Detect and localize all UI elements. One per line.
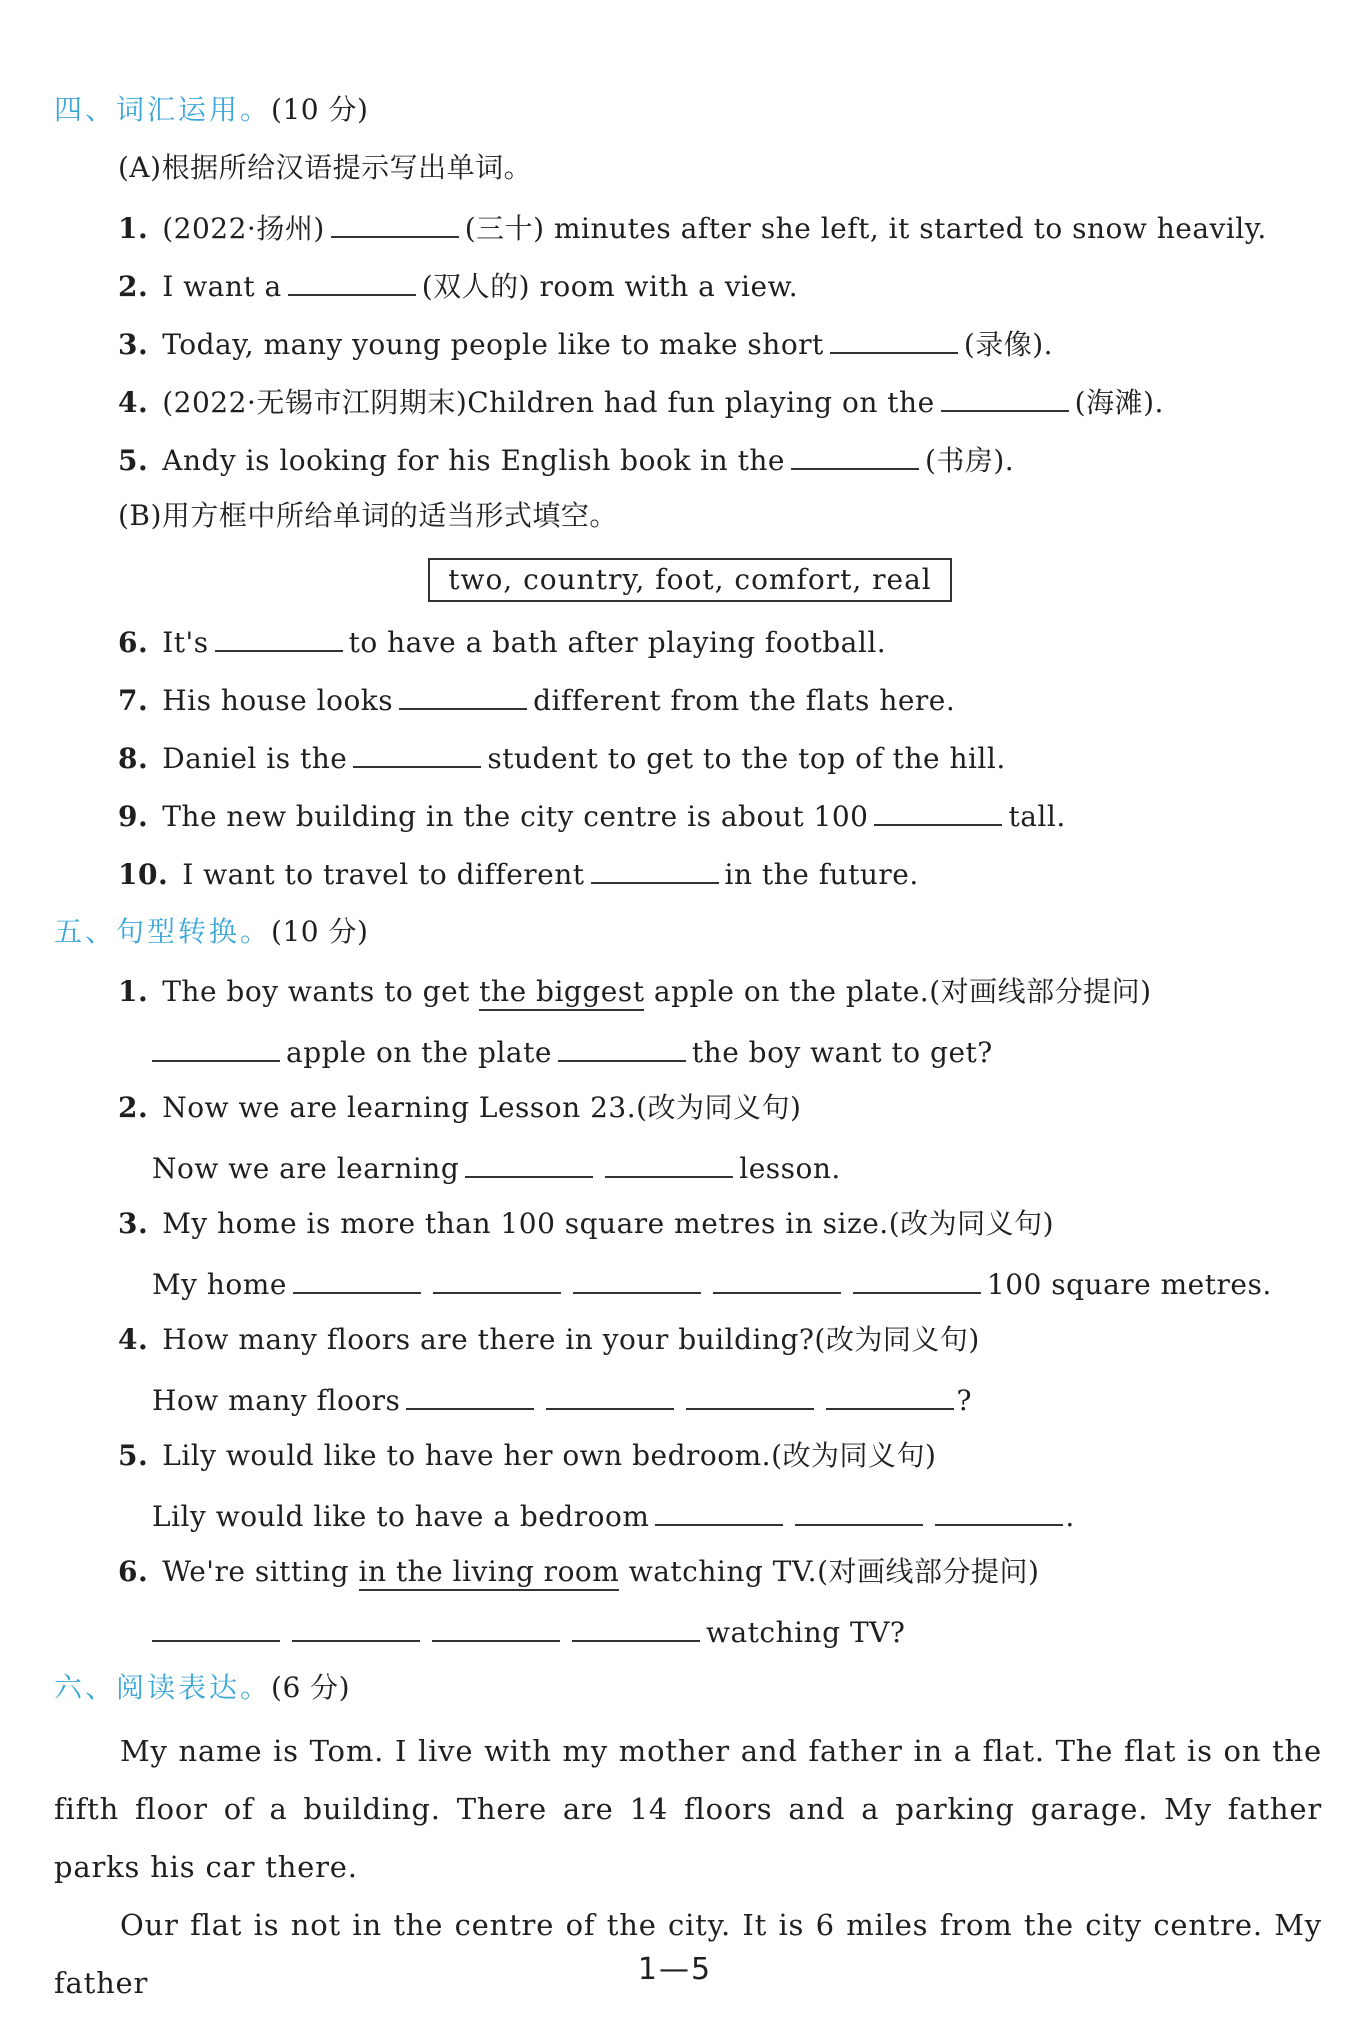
answer-blank[interactable]	[874, 794, 1002, 826]
answer-blank[interactable]	[572, 1610, 700, 1642]
question-4a-3: 3. Today, many young people like to make short (录像).	[118, 322, 1053, 365]
question-4b-6: 6. It's to have a bath after playing football.	[118, 620, 886, 663]
question-4b-9: 9. The new building in the city centre is about 100 tall.	[118, 794, 1066, 837]
answer-5-5: Lily would like to have a bedroom .	[152, 1494, 1075, 1537]
section5-title: 五、句型转换。	[54, 915, 272, 948]
answer-blank[interactable]	[573, 1262, 701, 1294]
section6-points: (6 分)	[271, 1671, 351, 1704]
section4-heading	[54, 90, 368, 130]
question-4b-10: 10. I want to travel to different in the future.	[118, 852, 919, 895]
question-5-3: 3. My home is more than 100 square metres in size.(改为同义句)	[118, 1207, 1055, 1240]
question-5-1: 1. The boy wants to get the biggest apple on the plate.(对画线部分提问)	[118, 972, 1152, 1012]
answer-blank[interactable]	[941, 380, 1069, 412]
answer-5-3: My home 100 square metres.	[152, 1262, 1272, 1305]
page-number: 1—5	[637, 1952, 713, 1987]
section4-points: (10 分)	[271, 93, 369, 126]
question-4b-8: 8. Daniel is the student to get to the top of the hill.	[118, 736, 1006, 779]
answer-blank[interactable]	[591, 852, 719, 884]
question-4a-4: 4. (2022·无锡市江阴期末)Children had fun playing on the (海滩).	[118, 380, 1164, 423]
underlined-phrase: in the living room	[359, 1555, 620, 1591]
answer-blank[interactable]	[935, 1494, 1063, 1526]
answer-blank[interactable]	[791, 438, 919, 470]
section4-title: 四、词汇运用。	[54, 93, 272, 126]
answer-blank[interactable]	[399, 678, 527, 710]
answer-blank[interactable]	[292, 1610, 420, 1642]
answer-blank[interactable]	[432, 1610, 560, 1642]
answer-blank[interactable]	[795, 1494, 923, 1526]
answer-blank[interactable]	[558, 1030, 686, 1062]
question-5-2: 2. Now we are learning Lesson 23.(改为同义句)	[118, 1091, 802, 1124]
question-4b-7: 7. His house looks different from the flats here.	[118, 678, 955, 721]
passage-paragraph-2: Our flat is not in the centre of the city. It is 6 miles from the city centre. My father	[54, 1908, 1322, 2000]
question-5-6: 6. We're sitting in the living room watching TV.(对画线部分提问)	[118, 1552, 1039, 1592]
answer-blank[interactable]	[546, 1378, 674, 1410]
answer-blank[interactable]	[433, 1262, 561, 1294]
answer-blank[interactable]	[152, 1030, 280, 1062]
partA-instruction: (A)根据所给汉语提示写出单词。	[118, 151, 533, 184]
answer-blank[interactable]	[853, 1262, 981, 1294]
answer-blank[interactable]	[713, 1262, 841, 1294]
answer-blank[interactable]	[353, 736, 481, 768]
answer-blank[interactable]	[288, 264, 416, 296]
question-4a-1: 1. (2022·扬州) (三十) minutes after she left, it started to snow heavily.	[118, 206, 1267, 249]
answer-blank[interactable]	[605, 1146, 733, 1178]
answer-blank[interactable]	[331, 206, 459, 238]
question-5-4: 4. How many floors are there in your building?(改为同义句)	[118, 1323, 980, 1356]
section5-points: (10 分)	[271, 915, 369, 948]
answer-blank[interactable]	[293, 1262, 421, 1294]
answer-5-2: Now we are learning lesson.	[152, 1146, 841, 1189]
answer-5-6: watching TV?	[152, 1610, 905, 1653]
question-4a-5: 5. Andy is looking for his English book in the (书房).	[118, 438, 1014, 481]
answer-blank[interactable]	[215, 620, 343, 652]
question-4a-2: 2. I want a (双人的) room with a view.	[118, 264, 798, 307]
section6-heading	[54, 1668, 350, 1708]
answer-blank[interactable]	[152, 1610, 280, 1642]
answer-5-1: apple on the plate the boy want to get?	[152, 1030, 993, 1073]
answer-blank[interactable]	[406, 1378, 534, 1410]
answer-5-4: How many floors ?	[152, 1378, 972, 1421]
answer-blank[interactable]	[655, 1494, 783, 1526]
section5-heading	[54, 912, 368, 952]
partB-instruction: (B)用方框中所给单词的适当形式填空。	[118, 499, 618, 532]
underlined-phrase: the biggest	[479, 975, 644, 1011]
answer-blank[interactable]	[826, 1378, 954, 1410]
passage-paragraph-1: My name is Tom. I live with my mother and father in a flat. The flat is on the fifth floor of a building. There are 14 floors and a parking garage. My father parks his car there.	[54, 1734, 1322, 1884]
word-box: two, country, foot, comfort, real	[428, 558, 952, 602]
answer-blank[interactable]	[830, 322, 958, 354]
section6-title: 六、阅读表达。	[54, 1671, 272, 1704]
answer-blank[interactable]	[465, 1146, 593, 1178]
answer-blank[interactable]	[686, 1378, 814, 1410]
question-5-5: 5. Lily would like to have her own bedroom.(改为同义句)	[118, 1439, 937, 1472]
